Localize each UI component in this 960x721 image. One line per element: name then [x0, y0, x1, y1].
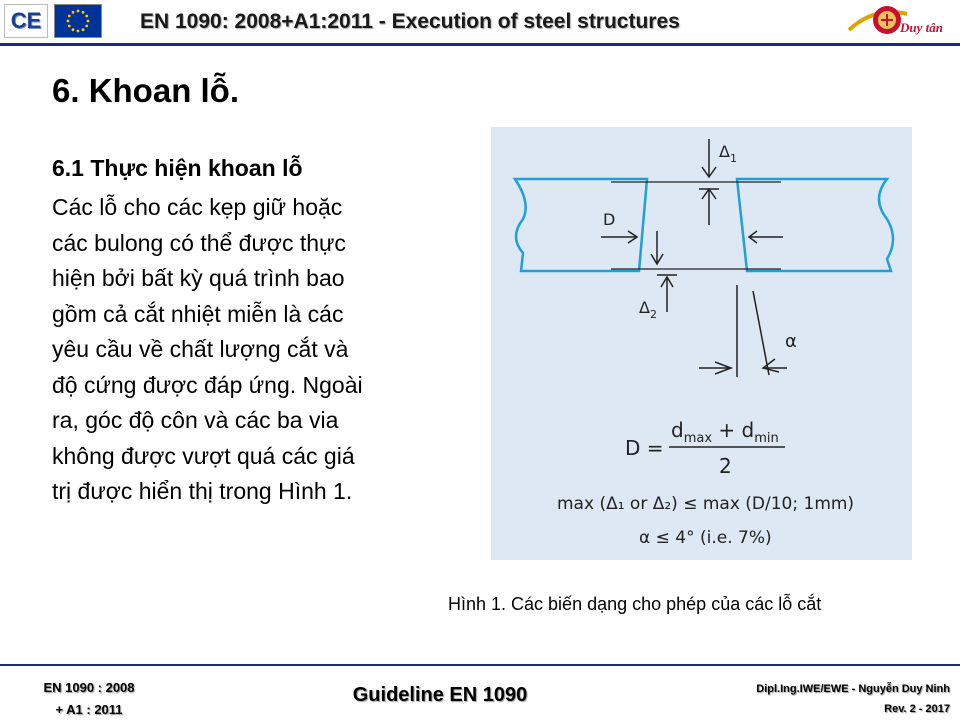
body-line: Các lỗ cho các kẹp giữ hoặc [52, 194, 343, 220]
formula-plus-d: + d [712, 418, 755, 442]
svg-text:Δ2 [639, 298, 657, 321]
svg-text:Δ1 [719, 142, 737, 165]
footer-standard-line1: EN 1090 : 2008 [43, 680, 135, 695]
footer-standard-line2: + A1 : 2011 [55, 702, 123, 717]
body-line: yêu cầu về chất lượng cắt và [52, 336, 349, 362]
formula-lhs: D = [625, 436, 664, 460]
eu-flag-icon [54, 4, 102, 38]
footer-author-name: Dipl.Ing.IWE/EWE - Nguyễn Duy Ninh [756, 683, 950, 695]
body-line: không được vượt quá các giá [52, 442, 355, 469]
ce-mark-logo: CE [4, 4, 48, 38]
figure-diagram [491, 127, 912, 560]
formula-min-sub: min [754, 431, 779, 446]
d-label: D [603, 210, 616, 229]
footer-author [690, 679, 950, 719]
duy-tan-logo-text: Duy tân [900, 20, 943, 35]
body-paragraph [52, 190, 467, 510]
header [0, 0, 960, 44]
body-line: ra, góc độ côn và các ba via [52, 407, 339, 433]
header-title: EN 1090: 2008+A1:2011 - Execution of steel structures [140, 10, 680, 33]
footer-divider [0, 664, 960, 666]
condition-alpha: α ≤ 4° (i.e. 7%) [639, 528, 772, 548]
hole-deviation-figure [491, 127, 912, 560]
body-line: hiện bởi bất kỳ quá trình bao [52, 265, 345, 291]
footer-guideline: Guideline EN 1090 [352, 684, 528, 706]
body-line: độ cứng được đáp ứng. Ngoài [52, 371, 363, 398]
header-divider [0, 43, 960, 46]
footer-revision: Rev. 2 - 2017 [884, 703, 950, 715]
delta2-subscript: 2 [649, 308, 657, 321]
delta2-label: Δ [639, 298, 650, 317]
condition-max-delta: max (Δ₁ or Δ₂) ≤ max (D/10; 1mm) [557, 494, 855, 514]
svg-text:dmax + dmin [671, 418, 779, 446]
right-plate-outline [737, 179, 893, 271]
body-line: gồm cả cắt nhiệt miễn là các [52, 300, 344, 327]
formula-dmax: d [671, 418, 684, 442]
formula-max-sub: max [683, 431, 713, 446]
figure-caption: Hình 1. Các biến dạng cho phép của các lỗ cắt [448, 594, 822, 614]
page-title: 6. Khoan lỗ. [52, 72, 240, 109]
body-line: các bulong có thể được thực [52, 229, 346, 256]
delta1-subscript: 1 [729, 152, 737, 165]
alpha-label: α [785, 331, 797, 352]
body-line: trị được hiển thị trong Hình 1. [52, 478, 353, 504]
left-plate-outline [515, 179, 647, 271]
delta1-label: Δ [719, 142, 730, 161]
section-subheading: 6.1 Thực hiện khoan lỗ [52, 155, 303, 181]
formula-denominator: 2 [719, 454, 732, 478]
